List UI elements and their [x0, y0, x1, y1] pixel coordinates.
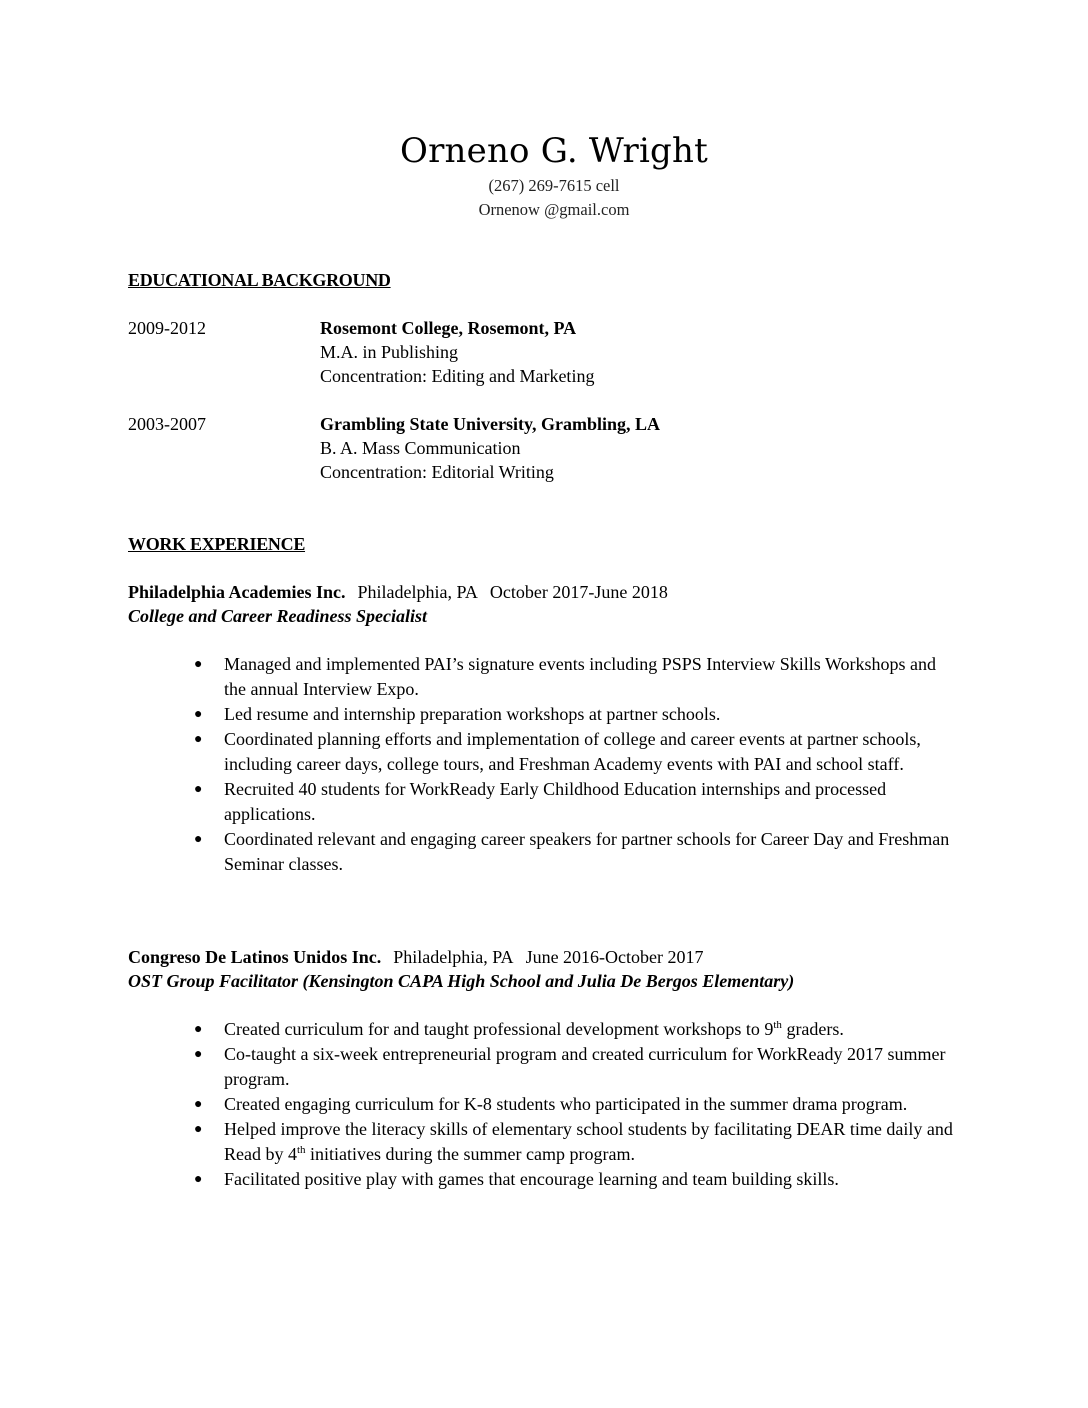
bullet-item: ● Created curriculum for and taught professional development workshops to 9th graders.: [192, 1017, 962, 1042]
education-degree: B. A. Mass Communication: [320, 438, 521, 458]
education-details: [320, 316, 594, 388]
job-location: Philadelphia, PA: [357, 582, 478, 602]
job-position: College and Career Readiness Specialist: [128, 606, 427, 626]
bullet-icon: ●: [194, 1047, 203, 1062]
education-concentration: Concentration: Editing and Marketing: [320, 366, 595, 386]
job-position: OST Group Facilitator (Kensington CAPA High School and Julia De Bergos Elementary): [128, 971, 795, 991]
job-location: Philadelphia, PA: [393, 947, 514, 967]
bullet-icon: ●: [194, 1122, 203, 1137]
bullet-icon: ●: [194, 707, 203, 722]
bullet-item: ● Facilitated positive play with games that encourage learning and team building skills.: [192, 1167, 962, 1192]
education-degree: M.A. in Publishing: [320, 342, 459, 362]
job-dates: October 2017-June 2018: [489, 582, 668, 602]
bullet-icon: ●: [194, 782, 203, 797]
bullet-icon: ●: [194, 832, 203, 847]
bullet-icon: ●: [194, 1022, 203, 1037]
education-years: 2009-2012: [128, 318, 206, 338]
education-school: Rosemont College, Rosemont, PA: [320, 318, 577, 338]
job-bullets: [192, 652, 962, 877]
education-section-title: EDUCATIONAL BACKGROUND: [128, 270, 391, 290]
bullet-icon: ●: [194, 732, 203, 747]
education-details: [320, 412, 660, 484]
job-header: [128, 945, 968, 969]
bullet-icon: ●: [194, 1097, 203, 1112]
phone-number: (267) 269-7615 cell: [488, 176, 620, 195]
work-section-title: WORK EXPERIENCE: [128, 534, 306, 554]
candidate-name: Orneno G. Wright: [400, 131, 708, 171]
education-school: Grambling State University, Grambling, LA: [320, 414, 661, 434]
bullet-item: ● Managed and implemented PAI’s signature events including PSPS Interview Skills Workshops and the annual Interview Expo.: [194, 654, 936, 699]
bullet-item: ● Coordinated relevant and engaging career speakers for partner schools for Career Day and Freshman Seminar classes.: [194, 829, 950, 874]
job-dates: June 2016-October 2017: [525, 947, 704, 967]
job-bullets: [192, 1017, 962, 1192]
job-header: [128, 580, 968, 604]
bullet-item: ● Co-taught a six-week entrepreneurial program and created curriculum for WorkReady 2017 summer program.: [194, 1044, 946, 1089]
education-concentration: Concentration: Editorial Writing: [320, 462, 554, 482]
bullet-icon: ●: [194, 1172, 203, 1187]
job-entry: [128, 580, 968, 628]
bullet-icon: ●: [194, 657, 203, 672]
job-organization: Philadelphia Academies Inc.: [128, 582, 346, 602]
bullet-item: ● Created engaging curriculum for K-8 students who participated in the summer drama program.: [192, 1092, 962, 1117]
bullet-item: ● Led resume and internship preparation workshops at partner schools.: [192, 702, 962, 727]
job-entry: [128, 945, 968, 993]
education-years: 2003-2007: [128, 414, 206, 434]
bullet-item: ● Helped improve the literacy skills of elementary school students by facilitating DEAR time daily and Read by 4th initiatives during the summer camp program.: [194, 1119, 953, 1164]
bullet-item: ● Coordinated planning efforts and implementation of college and career events at partner schools, including career days, college tours, and Freshman Academy events with PAI and school staff.: [194, 729, 921, 774]
job-organization: Congreso De Latinos Unidos Inc.: [128, 947, 382, 967]
email-address: Ornenow @gmail.com: [478, 200, 630, 219]
resume-header: [0, 128, 1088, 222]
bullet-item: ● Recruited 40 students for WorkReady Early Childhood Education internships and processed applications.: [194, 779, 887, 824]
